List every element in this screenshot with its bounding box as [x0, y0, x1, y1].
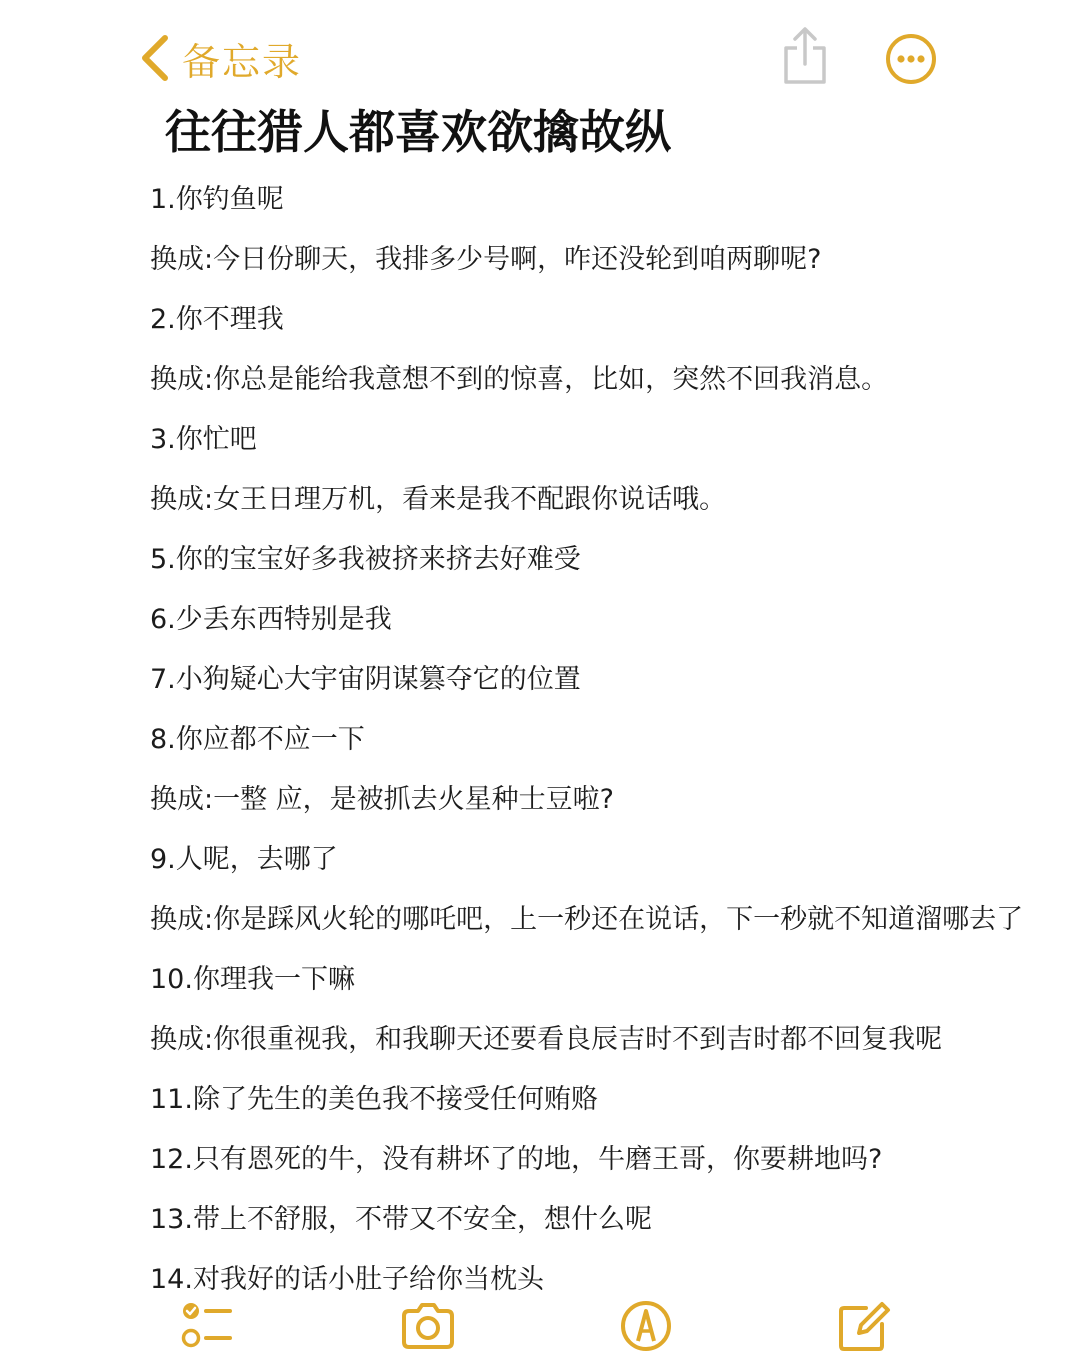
camera-icon [398, 1296, 458, 1356]
markup-pen-icon [616, 1296, 676, 1356]
note-body[interactable] [150, 170, 1060, 1310]
note-line: 1.你钓鱼呢 [150, 184, 284, 215]
share-icon [780, 26, 830, 86]
note-line: 8.你应都不应一下 [150, 724, 365, 755]
chevron-left-icon [140, 35, 170, 81]
note-line: 9.人呢，去哪了 [150, 844, 338, 875]
nav-header [0, 0, 1080, 110]
share-button[interactable] [780, 26, 830, 86]
camera-button[interactable] [398, 1296, 458, 1356]
back-label: 备忘录 [182, 39, 303, 84]
more-options-button[interactable] [884, 32, 938, 86]
note-line: 5.你的宝宝好多我被挤来挤去好难受 [150, 544, 581, 575]
bottom-toolbar [0, 1296, 1080, 1356]
compose-icon [834, 1296, 894, 1356]
note-line: 2.你不理我 [150, 304, 284, 335]
checklist-button[interactable] [176, 1296, 236, 1356]
note-line: 3.你忙吧 [150, 424, 257, 455]
note-line: 10.你理我一下嘛 [150, 964, 355, 995]
more-icon [884, 32, 938, 86]
note-line: 换成:你很重视我，和我聊天还要看良辰吉时不到吉时都不回复我呢 [150, 1024, 943, 1055]
note-line: 7.小狗疑心大宇宙阴谋篡夺它的位置 [150, 664, 581, 695]
note-title: 往往猎人都喜欢欲擒故纵 [165, 105, 671, 159]
note-line: 换成:今日份聊天，我排多少号啊，咋还没轮到咱两聊呢? [150, 244, 822, 275]
note-line: 换成:你总是能给我意想不到的惊喜，比如，突然不回我消息。 [150, 364, 889, 395]
checklist-icon [176, 1296, 236, 1356]
note-line: 6.少丢东西特别是我 [150, 604, 392, 635]
back-button[interactable] [140, 30, 302, 86]
note-line: 12.只有恩死的牛，没有耕坏了的地，牛磨王哥，你要耕地吗? [150, 1144, 883, 1175]
note-line: 13.带上不舒服，不带又不安全，想什么呢 [150, 1204, 652, 1235]
markup-button[interactable] [616, 1296, 676, 1356]
note-line: 换成:一整 应，是被抓去火星种士豆啦? [150, 784, 615, 815]
note-line: 换成:女王日理万机，看来是我不配跟你说话哦。 [150, 484, 727, 515]
note-line: 14.对我好的话小肚子给你当枕头 [150, 1264, 544, 1295]
note-line: 换成:你是踩风火轮的哪吒吧，上一秒还在说话，下一秒就不知道溜哪去了 [150, 904, 1024, 935]
note-line: 11.除了先生的美色我不接受任何贿赂 [150, 1084, 598, 1115]
compose-button[interactable] [834, 1296, 894, 1356]
